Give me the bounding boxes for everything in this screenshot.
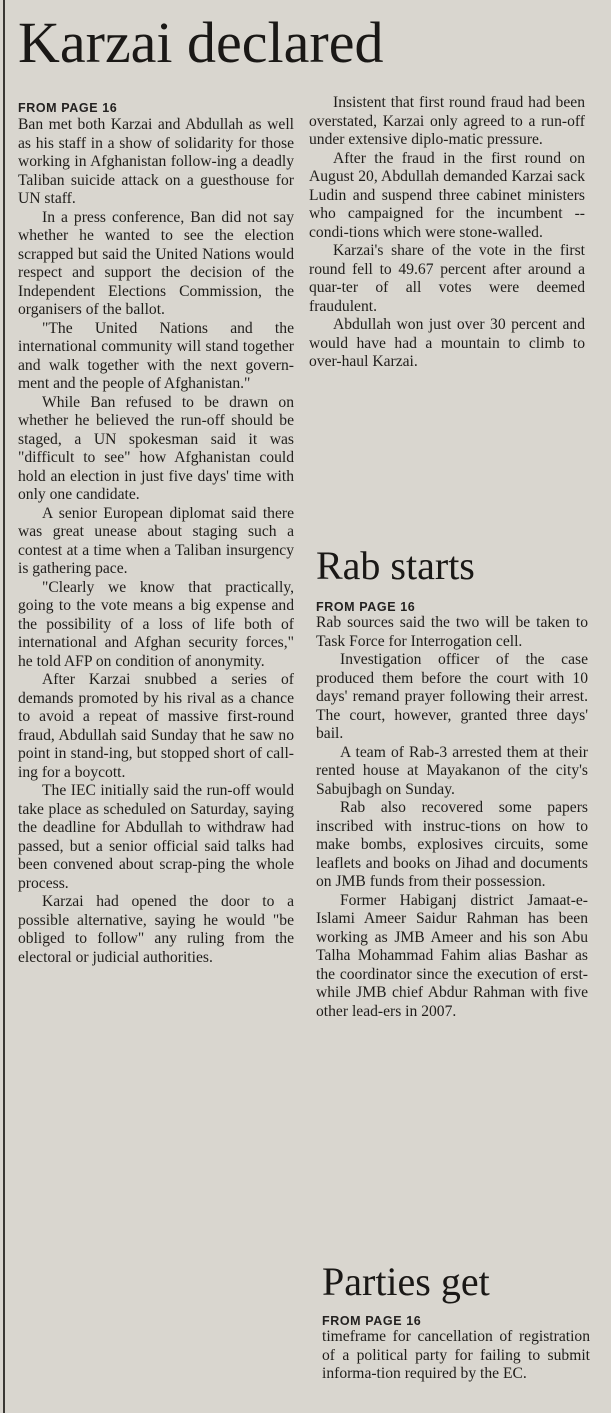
paragraph: After Karzai snubbed a series of demands promoted by his rival as a chance to avoid a repeat of massive first-round fraud, Abdullah said Sunday that he saw no point in stand-ing, but stopped short of call-ing for a boycott. xyxy=(18,671,294,781)
kicker-from-page-rab: FROM PAGE 16 xyxy=(316,600,416,614)
headline-parties-get: Parties get xyxy=(322,1259,490,1304)
paragraph: Karzai's share of the vote in the first round fell to 49.67 percent after around a quar-ter of all votes were deemed fraudulent. xyxy=(309,242,585,315)
headline-rab-starts: Rab starts xyxy=(316,543,475,588)
paragraph: Ban met both Karzai and Abdullah as well as his staff in a show of solidarity for those working in Afghanistan follow-ing a deadly Taliban suicide attack on a guesthouse for UN staff. xyxy=(18,116,294,207)
paragraph: timeframe for cancellation of registration of a political party for failing to submit informa-tion required by the EC. xyxy=(322,1328,590,1382)
headline-karzai-declared: Karzai declared xyxy=(18,10,384,75)
paragraph: Rab also recovered some papers inscribed with instruc-tions on how to make bombs, explosives circuits, some leaflets and books on Jihad and documents on JMB funds from their possession. xyxy=(316,799,588,890)
paragraph: After the fraud in the first round on August 20, Abdullah demanded Karzai sack Ludin and suspend three cabinet ministers who campaigned for the incumbent -- condi-tions which were stone-walled. xyxy=(309,149,585,241)
paragraph: Insistent that first round fraud had been overstated, Karzai only agreed to a run-off under extensive diplo-matic pressure. xyxy=(309,94,585,148)
paragraph: "The United Nations and the international community will stand together and walk together with the next govern-ment and the people of Afghanistan." xyxy=(18,319,294,392)
paragraph: "Clearly we know that practically, going to the vote means a big expense and the possibility of a loss of life both of international and Afghan security forces," he told AFP on condition of anonymity. xyxy=(18,578,294,670)
paragraph: Former Habiganj district Jamaat-e-Islami Ameer Saidur Rahman has been working as JMB Ameer and his son Abu Talha Mohammad Fahim alias Bashar as the coordinator since the execution of erst-while JMB chief Abdur Rahman with five other lead-ers in 2007. xyxy=(316,891,588,1020)
paragraph: Karzai had opened the door to a possible alternative, saying he would "be obliged to follow" any ruling from the electoral or judicial authorities. xyxy=(18,893,294,966)
paragraph: A senior European diplomat said there was great unease about staging such a contest at a time when a Taliban insurgency is gathering pace. xyxy=(18,504,294,577)
column-rule xyxy=(3,0,5,1413)
kicker-from-page-karzai: FROM PAGE 16 xyxy=(18,101,118,115)
column-parties xyxy=(322,1328,590,1384)
column-left xyxy=(18,116,294,967)
paragraph: Rab sources said the two will be taken to Task Force for Interrogation cell. xyxy=(316,614,588,650)
paragraph: Investigation officer of the case produced them before the court with 10 days' remand prayer following their arrest. The court, however, granted three days' bail. xyxy=(316,651,588,742)
paragraph: A team of Rab-3 arrested them at their rented house at Mayakanon of the city's Sabujbagh on Sunday. xyxy=(316,743,588,798)
column-right-karzai xyxy=(309,94,585,372)
paragraph: Abdullah won just over 30 percent and would have had a mountain to climb to over-haul Karzai. xyxy=(309,316,585,370)
column-rab xyxy=(316,614,588,1021)
paragraph: In a press conference, Ban did not say whether he wanted to see the election scrapped but said the United Nations would respect and support the decision of the Independent Elections Commission, the organisers of the ballot. xyxy=(18,208,294,318)
kicker-from-page-parties: FROM PAGE 16 xyxy=(322,1314,422,1328)
paragraph: The IEC initially said the run-off would take place as scheduled on Saturday, saying the deadline for Abdullah to withdraw had passed, but a senior official said talks had been convened about scrap-ping the whole process. xyxy=(18,782,294,892)
paragraph: While Ban refused to be drawn on whether he believed the run-off should be staged, a UN spokesman said it was "difficult to see" how Afghanistan could hold an election in just five days' time with only one candidate. xyxy=(18,393,294,503)
